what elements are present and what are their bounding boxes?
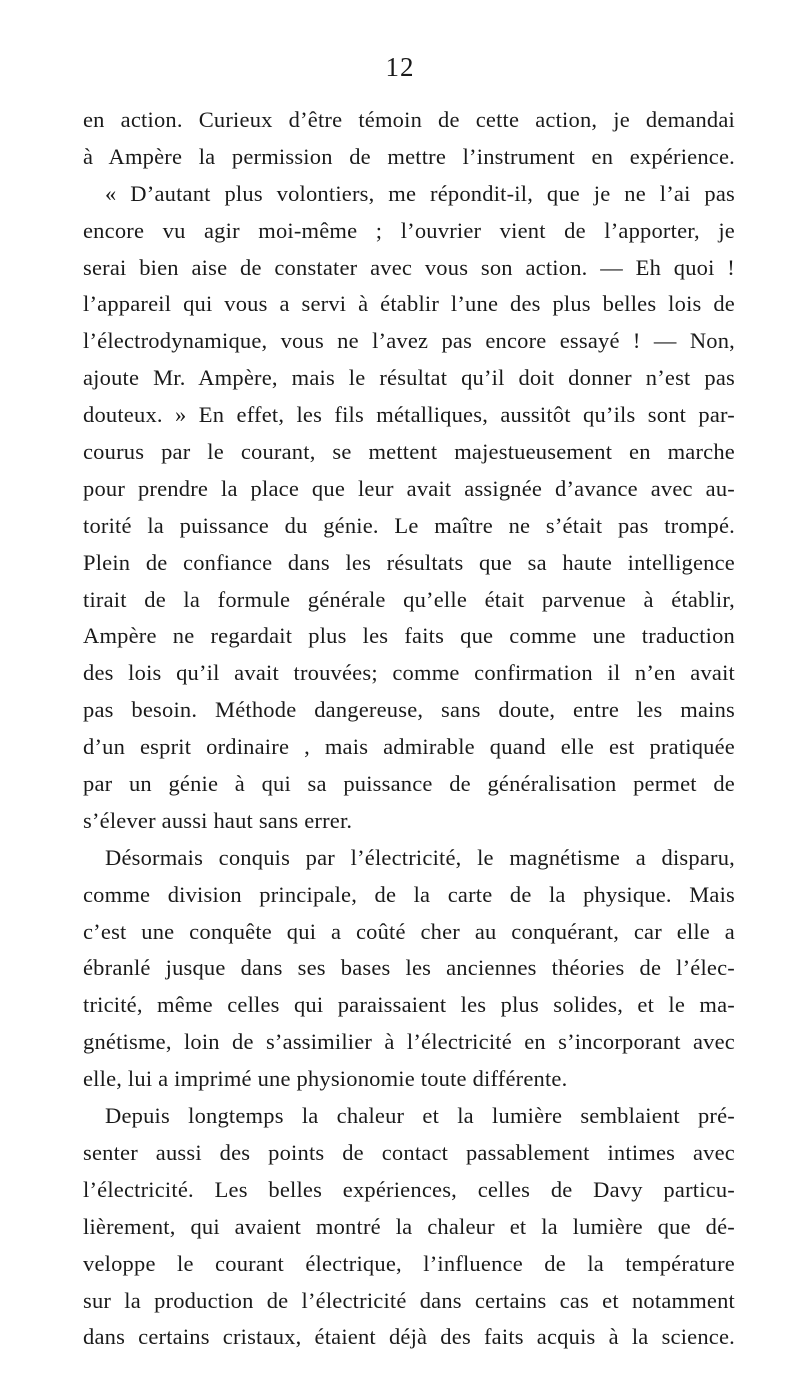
text-line: gnétisme, loin de s’assimilier à l’électricité en s’incorporant avec xyxy=(83,1029,735,1055)
text-line: « D’autant plus volontiers, me répondit-il, que je ne l’ai pas xyxy=(105,180,735,206)
text-line: Plein de confiance dans les résultats que sa haute intelligence xyxy=(83,549,735,575)
text-line: courus par le courant, se mettent majestueusement en marche xyxy=(83,439,735,465)
text-line: pour prendre la place que leur avait assignée d’avance avec au- xyxy=(83,475,735,501)
text-line: l’électricité. Les belles expériences, celles de Davy particu- xyxy=(83,1176,735,1202)
page-number: 12 xyxy=(385,52,415,82)
text-line: tricité, même celles qui paraissaient les plus solides, et le ma- xyxy=(83,992,735,1018)
text-line: douteux. » En effet, les fils métalliques, aussitôt qu’ils sont par- xyxy=(83,402,735,428)
text-line: ajoute Mr. Ampère, mais le résultat qu’il doit donner n’est pas xyxy=(83,365,735,391)
text-line: senter aussi des points de contact passablement intimes avec xyxy=(83,1139,735,1165)
text-line: lièrement, qui avaient montré la chaleur et la lumière que dé- xyxy=(83,1213,735,1239)
text-line: s’élever aussi haut sans errer. xyxy=(83,807,353,833)
text-line: elle, lui a imprimé une physionomie toute différente. xyxy=(83,1066,568,1092)
text-line: en action. Curieux d’être témoin de cette action, je demandai xyxy=(83,107,735,132)
text-line: par un génie à qui sa puissance de généralisation permet de xyxy=(83,771,735,797)
text-line: à Ampère la permission de mettre l’instrument en expérience. xyxy=(83,143,735,169)
text-line: sur la production de l’électricité dans certains cas et notamment xyxy=(83,1287,735,1313)
text-line: d’un esprit ordinaire , mais admirable quand elle est pratiquée xyxy=(83,734,735,760)
text-line: c’est une conquête qui a coûté cher au conquérant, car elle a xyxy=(83,918,735,944)
text-line: veloppe le courant électrique, l’influence de la température xyxy=(83,1250,735,1276)
text-line: dans certains cristaux, étaient déjà des faits acquis à la science. xyxy=(83,1324,735,1350)
text-line: comme division principale, de la carte de la physique. Mais xyxy=(83,881,735,907)
text-line: l’appareil qui vous a servi à établir l’une des plus belles lois de xyxy=(83,291,735,317)
text-line: encore vu agir moi-même ; l’ouvrier vient de l’apporter, je xyxy=(83,217,735,243)
text-line: torité la puissance du génie. Le maître ne s’était pas trompé. xyxy=(83,512,735,538)
text-line: ébranlé jusque dans ses bases les anciennes théories de l’élec- xyxy=(83,955,735,981)
text-line: Depuis longtemps la chaleur et la lumière semblaient pré- xyxy=(105,1103,735,1129)
text-line: l’électrodynamique, vous ne l’avez pas encore essayé ! — Non, xyxy=(83,328,735,354)
text-line: pas besoin. Méthode dangereuse, sans doute, entre les mains xyxy=(83,697,735,723)
text-line: Désormais conquis par l’électricité, le magnétisme a disparu, xyxy=(105,844,735,870)
body-text xyxy=(83,102,735,1356)
text-line: tirait de la formule générale qu’elle était parvenue à établir, xyxy=(83,586,735,612)
text-line: des lois qu’il avait trouvées; comme confirmation il n’en avait xyxy=(83,660,735,686)
text-line: serai bien aise de constater avec vous son action. — Eh quoi ! xyxy=(83,254,735,280)
text-line: Ampère ne regardait plus les faits que comme une traduction xyxy=(83,623,735,649)
